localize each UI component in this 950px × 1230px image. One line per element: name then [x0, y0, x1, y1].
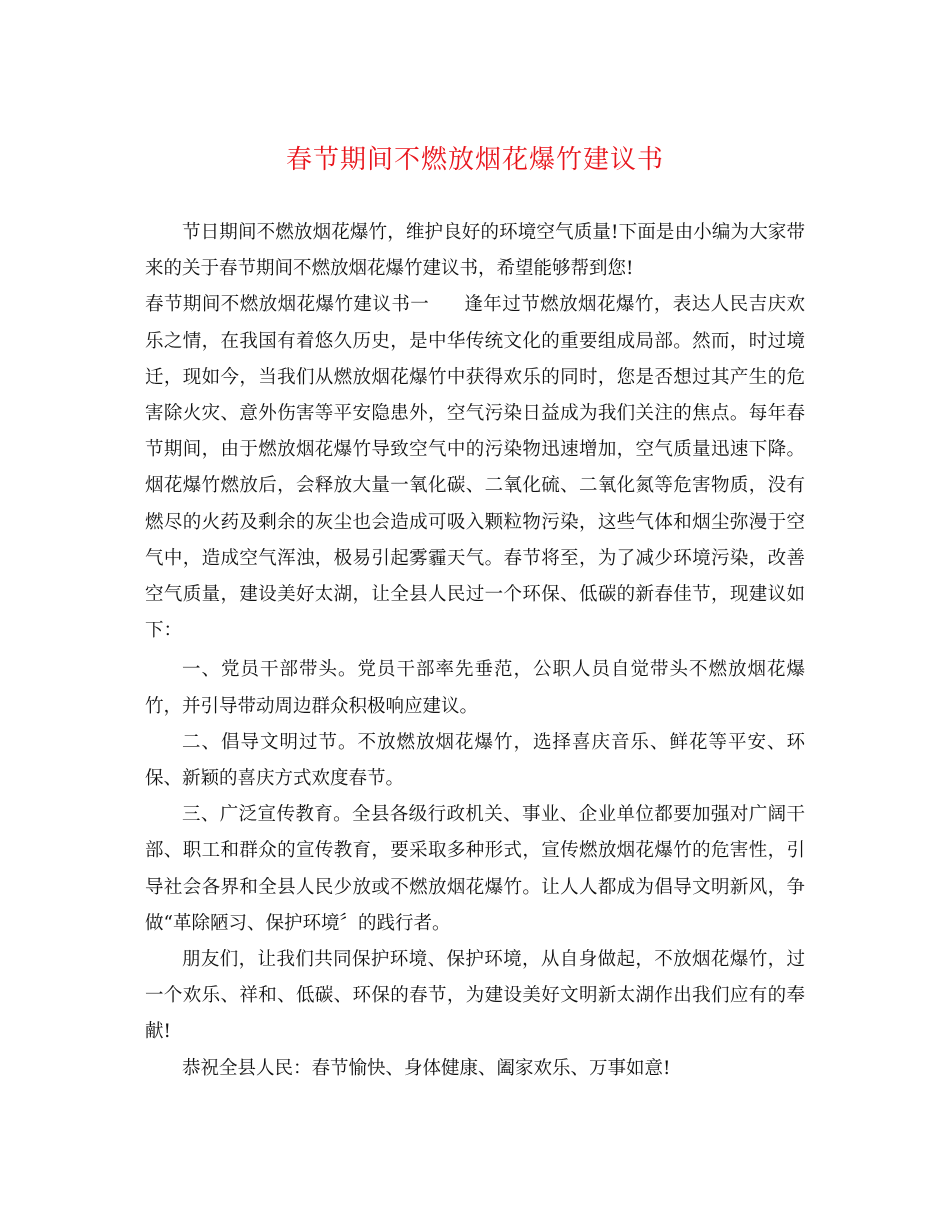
intro-paragraph: 节日期间不燃放烟花爆竹，维护良好的环境空气质量!下面是由小编为大家带来的关于春节期间不燃放烟花爆竹建议书，希望能够帮到您!: [145, 222, 805, 280]
item-3-paragraph: 三、广泛宣传教育。全县各级行政机关、事业、企业单位都要加强对广阔干部、职工和群众的宣传教育，要采取多种形式，宣传燃放烟花爆竹的危害性，引导社会各界和全县人民少放或不燃放烟花爆竹。让人人都成为倡导文明新风，争做“革除陋习、保护环境〞的践行者。: [145, 804, 805, 934]
section-body: 逢年过节燃放烟花爆竹，表达人民吉庆欢乐之情，在我国有着悠久历史，是中华传统文化的重要组成局部。然而，时过境迁，现如今，当我们从燃放烟花爆竹中获得欢乐的同时，您是否想过其产生的危害除火灾、意外伤害等平安隐患外，空气污染日益成为我们关注的焦点。每年春节期间，由于燃放烟花爆竹导致空气中的污染物迅速增加，空气质量迅速下降。烟花爆竹燃放后，会释放大量一氧化碳、二氧化硫、二氧化氮等危害物质，没有燃尽的火药及剩余的灰尘也会造成可吸入颗粒物污染，这些气体和烟尘弥漫于空气中，造成空气浑浊，极易引起雾霾天气。春节将至，为了减少环境污染，改善空气质量，建设美好太湖，让全县人民过一个环保、低碳的新春佳节，现建议如下：: [145, 294, 805, 642]
closing-paragraph: 朋友们，让我们共同保护环境、保护环境，从自身做起，不放烟花爆竹，过一个欢乐、祥和、低碳、环保的春节，为建设美好文明新太湖作出我们应有的奉献!: [145, 949, 805, 1043]
section-label: 春节期间不燃放烟花爆竹建议书一: [145, 294, 430, 316]
document-title: 春节期间不燃放烟花爆竹建议书: [285, 145, 664, 175]
document-body: [145, 215, 805, 1087]
wishes-paragraph: 恭祝全县人民：春节愉快、身体健康、阖家欢乐、万事如意!: [182, 1057, 671, 1079]
section-paragraph: [145, 287, 805, 649]
item-1-paragraph: 一、党员干部带头。党员干部率先垂范，公职人员自觉带头不燃放烟花爆竹，并引导带动周边群众积极响应建议。: [145, 659, 805, 717]
item-2-paragraph: 二、倡导文明过节。不放燃放烟花爆竹，选择喜庆音乐、鲜花等平安、环保、新颖的喜庆方式欢度春节。: [145, 731, 805, 790]
